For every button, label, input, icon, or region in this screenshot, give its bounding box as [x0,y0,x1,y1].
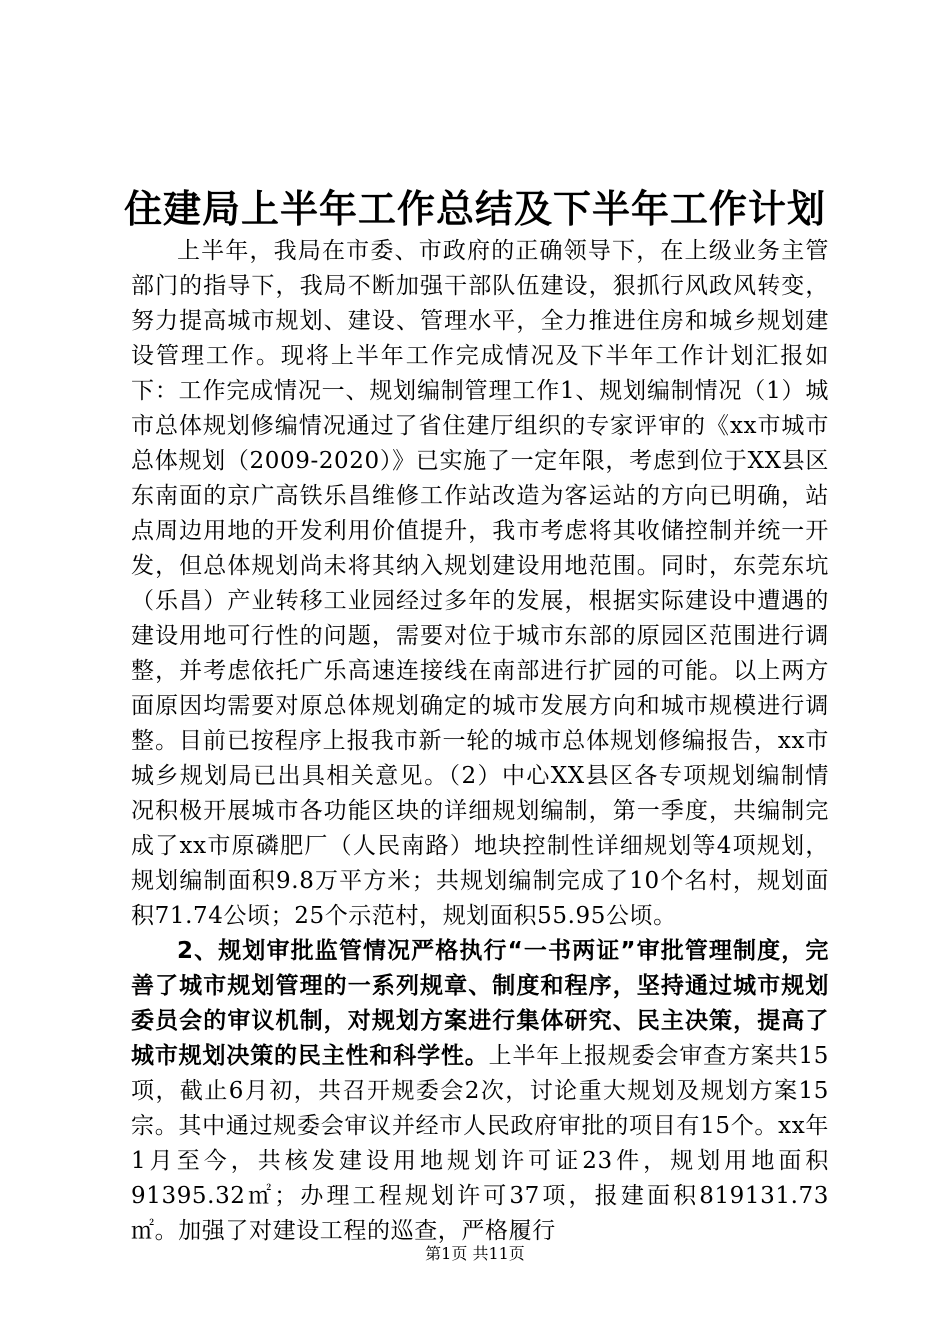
document-title: 住建局上半年工作总结及下半年工作计划 [123,187,826,231]
paragraph-approval-text: 上半年上报规委会审查方案共15项，截止6月初，共召开规委会2次，讨论重大规划及规划方案15宗。其中通过规委会审议并经市人民政府审批的项目有15个。xx年1月至今，共核发建设用地规划许可证23件，规划用地面积91395.32㎡；办理工程规划许可37项，报建面积819131.73㎡。加强了对建设工程的巡查，严格履行 [131,1043,829,1244]
document-body [131,234,829,1249]
paragraph-approval-bold-text: 2、规划审批监管情况严格执行“一书两证”审批管理制度，完善了城市规划管理的一系列规章、制度和程序，坚持通过城市规划委员会的审议机制，对规划方案进行集体研究、民主决策，提高了城市规划决策的民主性和科学性。 [131,938,829,1069]
page-footer: 第1页 共11页 [425,1244,525,1263]
paragraph-approval [131,934,829,1249]
paragraph-intro: 上半年，我局在市委、市政府的正确领导下，在上级业务主管部门的指导下，我局不断加强干部队伍建设，狠抓行风政风转变，努力提高城市规划、建设、管理水平，全力推进住房和城乡规划建设管理工作。现将上半年工作完成情况及下半年工作计划汇报如下：工作完成情况一、规划编制管理工作1、规划编制情况（1）城市总体规划修编情况通过了省住建厅组织的专家评审的《xx市城市总体规划（2009-2020）》已实施了一定年限，考虑到位于XX县区东南面的京广高铁乐昌维修工作站改造为客运站的方向已明确，站点周边用地的开发利用价值提升，我市考虑将其收储控制并统一开发，但总体规划尚未将其纳入规划建设用地范围。同时，东莞东坑（乐昌）产业转移工业园经过多年的发展，根据实际建设中遭遇的建设用地可行性的问题，需要对位于城市东部的原园区范围进行调整，并考虑依托广乐高速连接线在南部进行扩园的可能。以上两方面原因均需要对原总体规划确定的城市发展方向和城市规模进行调整。目前已按程序上报我市新一轮的城市总体规划修编报告，xx市城乡规划局已出具相关意见。（2）中心XX县区各专项规划编制情况积极开展城市各功能区块的详细规划编制，第一季度，共编制完成了xx市原磷肥厂（人民南路）地块控制性详细规划等4项规划，规划编制面积9.8万平方米；共规划编制完成了10个名村，规划面积71.74公顷；25个示范村，规划面积55.95公顷。 [131,238,829,929]
